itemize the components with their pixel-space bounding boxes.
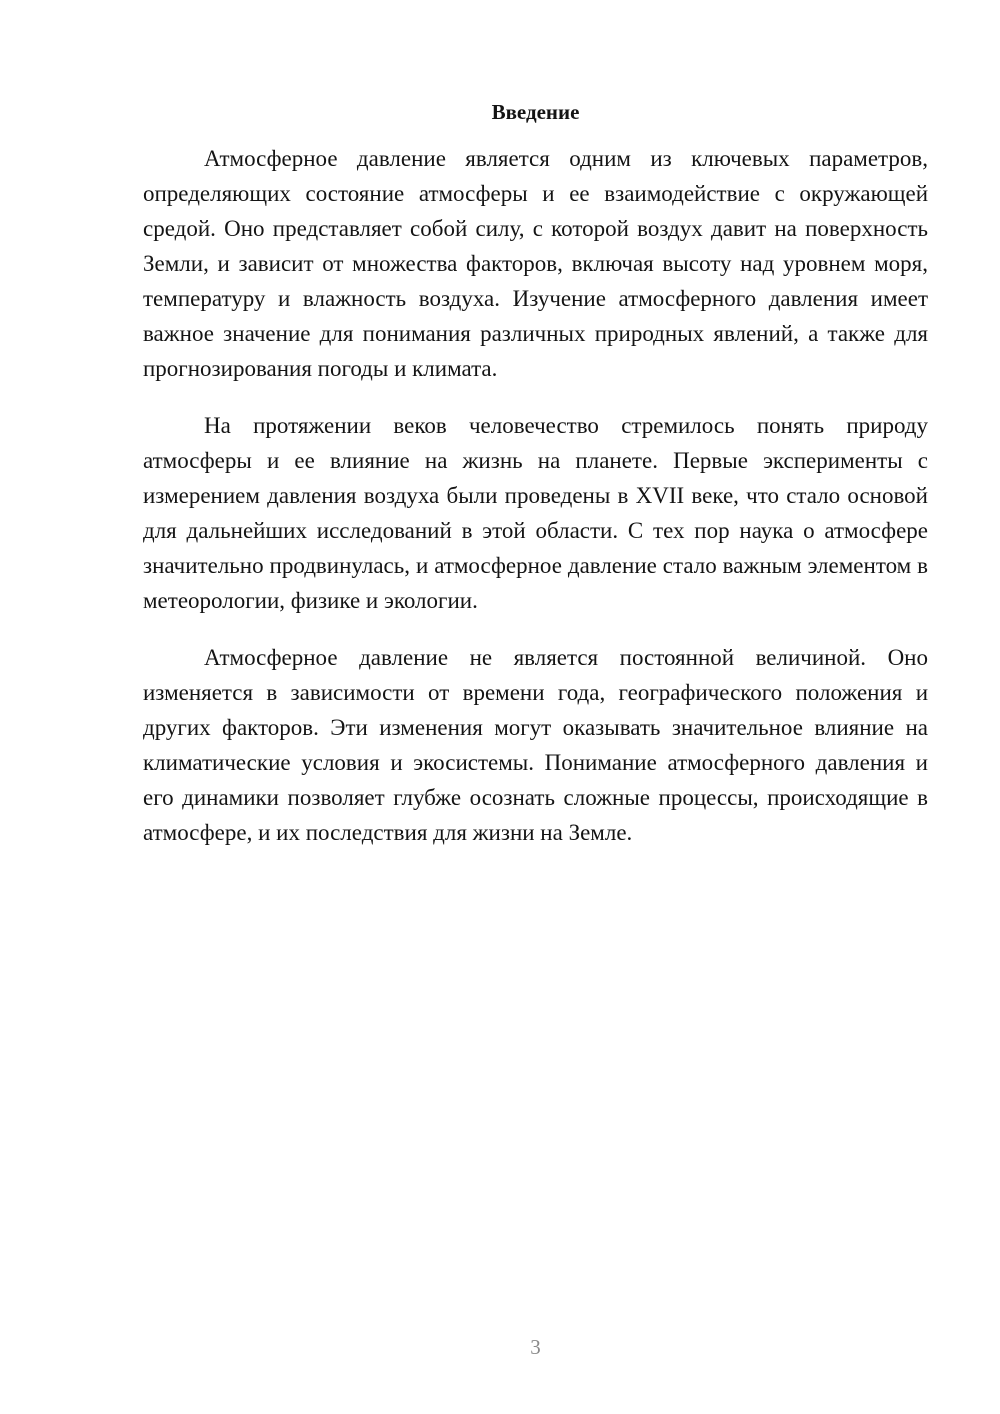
paragraph-1: Атмосферное давление является одним из ключевых параметров, определяющих состояние атмосферы и ее взаимодействие с окружающей средой. Оно представляет собой силу, с которой воздух давит на поверхность Земли, и зависит от множества факторов, включая высоту над уровнем моря, температуру и влажность воздуха. Изучение атмосферного давления имеет важное значение для понимания различных природных явлений, а также для прогнозирования погоды и климата.	[143, 146, 928, 381]
body-text	[143, 141, 928, 850]
section-heading: Введение	[491, 100, 580, 124]
page-number: 3	[530, 1335, 541, 1359]
paragraph-3: Атмосферное давление не является постоянной величиной. Оно изменяется в зависимости от времени года, географического положения и других факторов. Эти изменения могут оказывать значительное влияние на климатические условия и экосистемы. Понимание атмосферного давления и его динамики позволяет глубже осознать сложные процессы, происходящие в атмосфере, и их последствия для жизни на Земле.	[143, 645, 928, 845]
paragraph-2: На протяжении веков человечество стремилось понять природу атмосферы и ее влияние на жизнь на планете. Первые эксперименты с измерением давления воздуха были проведены в XVII веке, что стало основой для дальнейших исследований в этой области. С тех пор наука о атмосфере значительно продвинулась, и атмосферное давление стало важным элементом в метеорологии, физике и экологии.	[143, 413, 928, 613]
